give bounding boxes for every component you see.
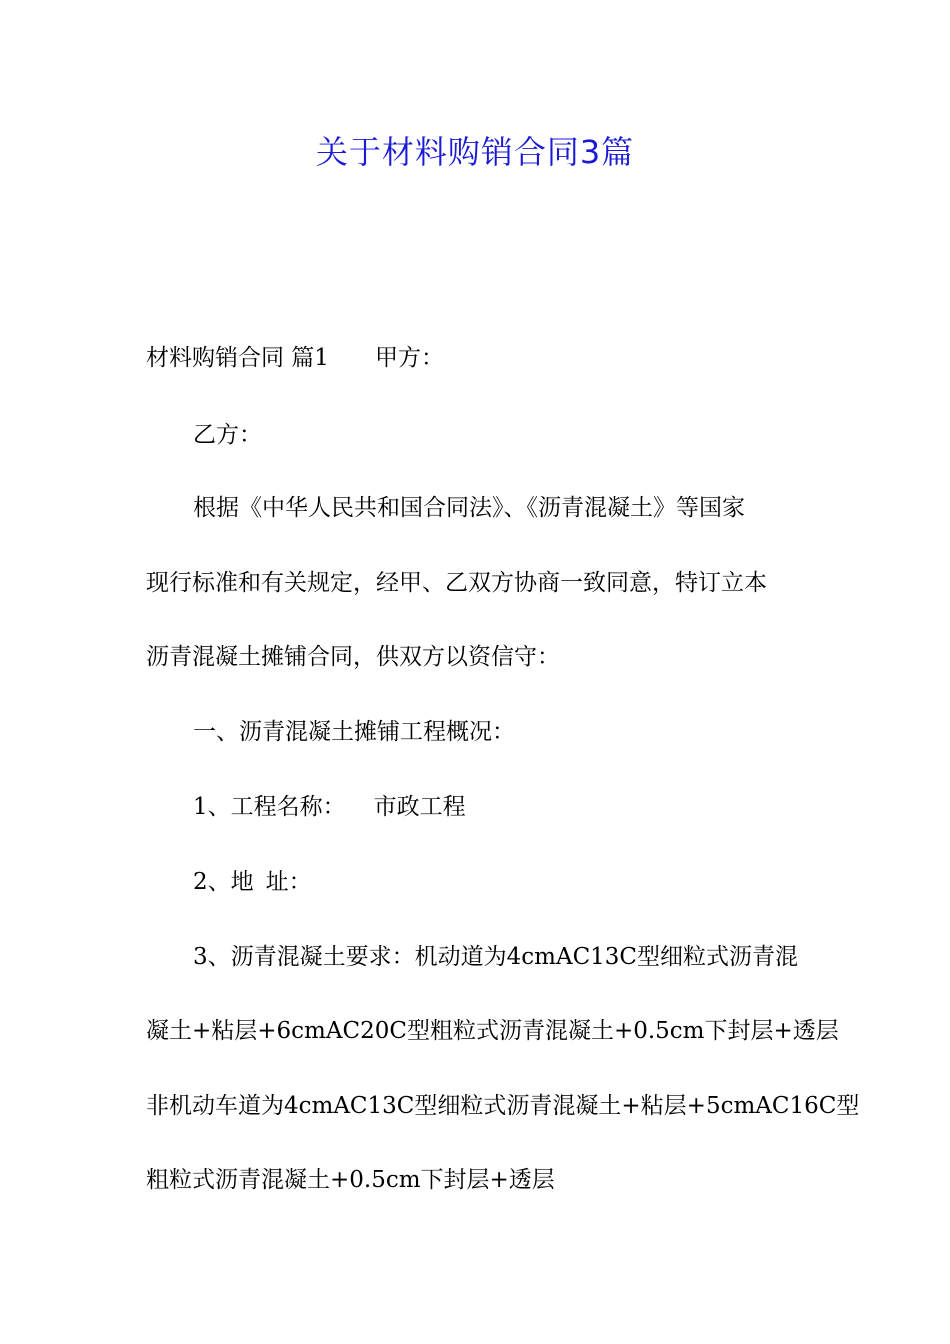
paragraph-line (193, 865, 312, 899)
field-label: 1、工程名称： (193, 794, 346, 820)
paragraph-line: 3、沥青混凝土要求：机动道为4cmAC13C型细粒式沥青混 (193, 944, 799, 970)
paragraph-line: 非机动车道为4cmAC13C型细粒式沥青混凝土+粘层+5cmAC16C型 (146, 1093, 860, 1119)
contract-heading: 材料购销合同 篇1 (146, 345, 329, 371)
party-a-label: 甲方： (374, 345, 444, 371)
field-label: 2、地 (193, 869, 254, 895)
field-value: 市政工程 (373, 794, 466, 820)
field-label: 址： (265, 869, 312, 895)
paragraph-line: 凝土+粘层+6cmAC20C型粗粒式沥青混凝土+0.5cm下封层+透层 (146, 1018, 839, 1044)
paragraph-line: 现行标准和有关规定，经甲、乙双方协商一致同意，特订立本 (146, 570, 767, 596)
section-heading: 一、沥青混凝土摊铺工程概况： (193, 719, 515, 745)
paragraph-line: 粗粒式沥青混凝土+0.5cm下封层+透层 (146, 1167, 555, 1193)
paragraph-line (193, 790, 466, 824)
paragraph-line (146, 341, 444, 375)
document-title: 关于材料购销合同3篇 (315, 133, 635, 171)
paragraph-line: 根据《中华人民共和国合同法》、《沥青混凝土》等国家 (193, 495, 745, 521)
party-b-label: 乙方： (193, 422, 262, 448)
paragraph-line: 沥青混凝土摊铺合同，供双方以资信守： (146, 644, 560, 670)
